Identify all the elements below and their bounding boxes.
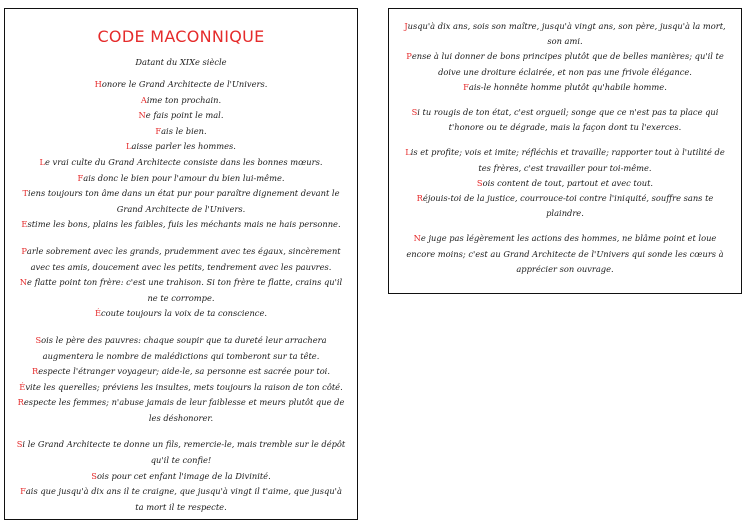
left-code-body bbox=[15, 77, 347, 515]
maxim-text: aisse parler les hommes. bbox=[131, 141, 236, 152]
maxim-initial: F bbox=[155, 125, 162, 136]
maxim-initial: S bbox=[91, 470, 97, 481]
maxim-text: i tu rougis de ton état, c'est orgueil; songe que ce n'est pas ta place qui t'honore ou te dégrade, mais la façon dont tu l'exerces. bbox=[417, 107, 719, 133]
maxim-initial: L bbox=[39, 156, 45, 167]
maxim-text: ois content de tout, partout et avec tout. bbox=[482, 177, 654, 188]
maxim-initial: F bbox=[463, 81, 469, 92]
maxim-text: ense à lui donner de bons principes plutôt que de belles manières; qu'il te doive une droiture éclairée, et non pas une frivole élégance. bbox=[411, 51, 724, 77]
maxim-line bbox=[15, 124, 347, 140]
maxim-text: ais-le honnête homme plutôt qu'habile homme. bbox=[468, 81, 667, 92]
maxim-initial: R bbox=[17, 397, 24, 408]
maxim-initial: S bbox=[411, 107, 418, 118]
maxim-text: usqu'à dix ans, sois son maître, jusqu'à vingt ans, son père, jusqu'à la mort, son ami. bbox=[407, 21, 726, 47]
maxim-paragraph bbox=[15, 77, 347, 233]
left-code-panel bbox=[4, 8, 358, 520]
maxim-line bbox=[15, 306, 347, 322]
maxim-text: e fais point le mal. bbox=[145, 110, 224, 121]
maxim-paragraph bbox=[15, 244, 347, 322]
maxim-initial: N bbox=[19, 277, 28, 288]
maxim-line bbox=[399, 145, 731, 175]
maxim-text: stime les bons, plains les faibles, fuis les méchants mais ne hais personne. bbox=[27, 219, 341, 230]
maxim-initial: S bbox=[16, 439, 23, 450]
maxim-text: ois le père des pauvres: chaque soupir que ta dureté leur arrachera augmentera le nombre de malédictions qui tomberont sur ta tête. bbox=[41, 334, 327, 361]
document-title: CODE MACONNIQUE bbox=[97, 27, 265, 46]
maxim-initial: P bbox=[406, 51, 412, 62]
maxim-line bbox=[15, 484, 347, 515]
maxim-initial: N bbox=[138, 110, 146, 121]
maxim-paragraph bbox=[399, 231, 731, 277]
maxim-initial: E bbox=[21, 219, 28, 230]
maxim-initial: F bbox=[77, 172, 84, 183]
maxim-paragraph bbox=[399, 19, 731, 95]
maxim-line bbox=[15, 244, 347, 275]
maxim-text: is et profite; vois et imite; réfléchis et travaille; rapporter tout à l'utilité de tes frères, c'est travailler pour toi-même. bbox=[410, 147, 725, 173]
right-code-body bbox=[399, 19, 731, 277]
maxim-line bbox=[399, 19, 731, 49]
maxim-text: ois pour cet enfant l'image de la Divinité. bbox=[96, 470, 271, 481]
maxim-line bbox=[15, 380, 347, 396]
maxim-line bbox=[15, 186, 347, 217]
maxim-text: ais que jusqu'à dix ans il te craigne, que jusqu'à vingt il t'aime, que jusqu'à ta mort il te respecte. bbox=[25, 486, 342, 512]
maxim-initial: S bbox=[35, 334, 42, 345]
maxim-text: onore le Grand Architecte de l'Univers. bbox=[101, 79, 268, 89]
maxim-initial: S bbox=[476, 177, 483, 188]
maxim-line bbox=[15, 139, 347, 155]
maxim-text: iens toujours ton âme dans un état pur pour paraître dignement devant le Grand Architecte de l'Univers. bbox=[28, 188, 340, 214]
maxim-line bbox=[399, 105, 731, 135]
maxim-line bbox=[399, 176, 731, 191]
document-subtitle: Datant du XIXe siècle bbox=[135, 57, 227, 67]
maxim-initial: H bbox=[94, 79, 102, 89]
maxim-text: e vrai culte du Grand Architecte consiste dans les bonnes mœurs. bbox=[44, 156, 323, 167]
maxim-line bbox=[15, 364, 347, 380]
maxim-text: e juge pas légèrement les actions des hommes, ne blâme point et loue encore moins; c'est au Grand Architecte de l'Univers qui sonde les cœurs à apprécier son ouvrage. bbox=[406, 233, 724, 274]
maxim-text: i le Grand Architecte te donne un fils, remercie-le, mais tremble sur le dépôt qu'il te confie! bbox=[22, 439, 346, 466]
maxim-initial: F bbox=[20, 486, 26, 497]
maxim-initial: A bbox=[140, 94, 147, 105]
maxim-line bbox=[399, 231, 731, 277]
maxim-text: éjouis-toi de la justice, courrouce-toi contre l'iniquité, souffre sans te plaindre. bbox=[422, 193, 714, 219]
maxim-line bbox=[15, 437, 347, 468]
maxim-line bbox=[15, 469, 347, 485]
maxim-initial: J bbox=[404, 21, 408, 31]
maxim-text: ais donc le bien pour l'amour du bien lui-même. bbox=[83, 172, 285, 183]
maxim-text: ime ton prochain. bbox=[146, 94, 222, 105]
maxim-initial: R bbox=[32, 366, 39, 377]
maxim-line bbox=[399, 191, 731, 221]
maxim-initial: P bbox=[21, 245, 27, 256]
maxim-line bbox=[15, 217, 347, 233]
maxim-text: coute toujours la voix de ta conscience. bbox=[101, 308, 268, 319]
maxim-line bbox=[15, 171, 347, 187]
maxim-initial: R bbox=[416, 193, 423, 204]
maxim-text: especte les femmes; n'abuse jamais de leur faiblesse et meurs plutôt que de les déshonorer. bbox=[23, 397, 345, 423]
maxim-paragraph bbox=[399, 145, 731, 221]
maxim-line bbox=[15, 333, 347, 364]
maxim-initial: É bbox=[19, 381, 26, 392]
maxim-line bbox=[15, 395, 347, 426]
maxim-initial: L bbox=[405, 147, 411, 158]
maxim-initial: L bbox=[126, 141, 132, 152]
maxim-text: especte l'étranger voyageur; aide-le, sa personne est sacrée pour toi. bbox=[38, 366, 330, 377]
maxim-line bbox=[15, 275, 347, 306]
maxim-paragraph bbox=[399, 105, 731, 135]
maxim-initial: N bbox=[413, 233, 421, 244]
maxim-line bbox=[399, 80, 731, 95]
maxim-paragraph bbox=[15, 437, 347, 515]
maxim-line bbox=[15, 108, 347, 124]
maxim-text: ais le bien. bbox=[161, 125, 207, 136]
maxim-line bbox=[399, 49, 731, 79]
maxim-text: vite les querelles; préviens les insultes, mets toujours la raison de ton côté. bbox=[25, 381, 343, 392]
maxim-paragraph bbox=[15, 333, 347, 427]
right-code-panel bbox=[388, 8, 742, 294]
maxim-line bbox=[15, 77, 347, 93]
maxim-line bbox=[15, 155, 347, 171]
maxim-initial: É bbox=[94, 308, 102, 319]
maxim-text: arle sobrement avec les grands, prudemment avec tes égaux, sincèrement avec tes amis, doucement avec les petits, tendrement avec les pauvres. bbox=[26, 245, 341, 272]
maxim-initial: T bbox=[22, 188, 29, 199]
maxim-line bbox=[15, 93, 347, 109]
maxim-text: e flatte point ton frère: c'est une trahison. Si ton frère te flatte, crains qu'il ne te corrompe. bbox=[27, 277, 343, 303]
